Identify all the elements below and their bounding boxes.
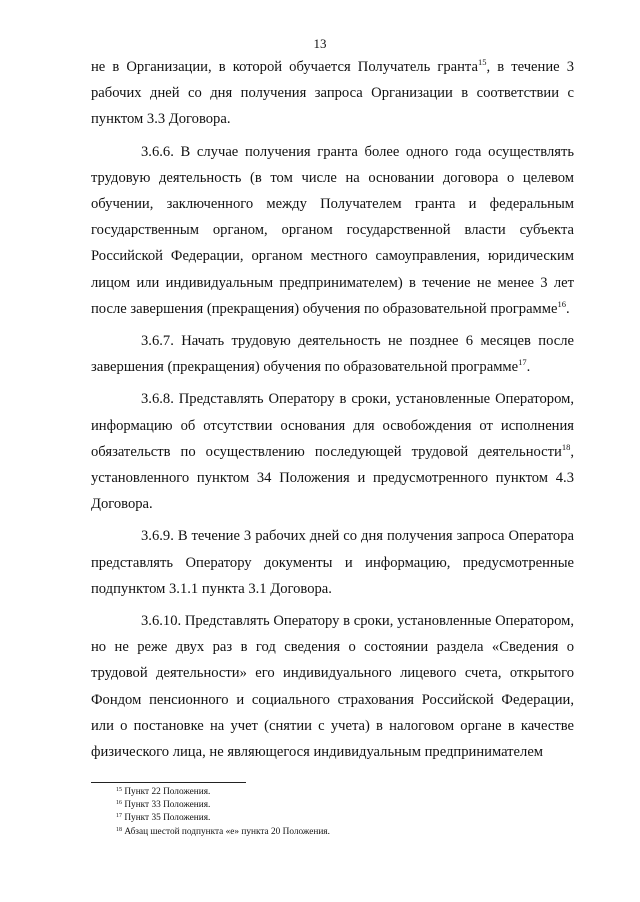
footnote-number: 15: [116, 787, 122, 793]
paragraph-3-6-7: [91, 328, 574, 380]
footnote-item: [116, 812, 556, 825]
footnote-item: [116, 786, 556, 799]
footnote-number: 16: [116, 800, 122, 807]
paragraph-text: .: [566, 300, 570, 317]
footnote-reference: 15: [477, 57, 487, 67]
paragraph-text: 3.6.6. В случае получения гранта более одного года осуществлять трудовую деятельность (в том числе на основании договора о целевом обучении, заключенного между Получателем гранта и федеральным государственным органом, органом государственной власти субъекта Российской Федерации, органом местного самоуправления, юридическим лицом или индивидуальным предпринимателем) в течение не менее 3 лет после завершения (прекращения) обучения по образовательной программе: [91, 143, 574, 317]
footnote-item: [116, 799, 556, 812]
page-number: 13: [313, 36, 327, 51]
footnote-divider: [91, 782, 246, 783]
body-text: [91, 54, 574, 765]
paragraph-3-6-6: [91, 139, 574, 322]
paragraph-3-6-10: [91, 608, 574, 765]
paragraph-text: .: [526, 359, 531, 376]
paragraph-text: 3.6.10. Представлять Оператору в сроки, установленные Оператором, но не реже двух раз в год сведения о состоянии раздела «Сведения о трудовой деятельности» его индивидуального лицевого счета, открытого Фондом пенсионного и социального страхования Российской Федерации, или о постановке на учет (снятии с учета) в налоговом органе в качестве физического лица, не являющегося индивидуальным предпринимателем: [91, 613, 574, 761]
footnote-text: Пункт 35 Положения.: [124, 813, 211, 824]
footnotes: [116, 786, 556, 839]
footnote-text: Пункт 22 Положения.: [124, 787, 211, 797]
footnote-reference: 16: [557, 298, 566, 309]
paragraph-text: 3.6.7. Начать трудовую деятельность не позднее 6 месяцев после завершения (прекращения) обучения по образовательной программе: [91, 333, 574, 376]
footnote-reference: 18: [561, 441, 571, 452]
paragraph-continuation: [91, 54, 574, 133]
footnote-reference: 17: [518, 357, 527, 368]
footnote-text: Абзац шестой подпункта «е» пункта 20 Положения.: [124, 826, 330, 837]
paragraph-3-6-8: [91, 386, 574, 517]
paragraph-text: 3.6.8. Представлять Оператору в сроки, установленные Оператором, информацию об отсутствии основания для освобождения от исполнения обязательств по осуществлению последующей трудовой деятельности: [91, 391, 574, 460]
paragraph-text: не в Организации, в которой обучается Получатель гранта: [91, 59, 478, 75]
footnote-number: 17: [116, 813, 122, 820]
footnote-number: 18: [116, 826, 122, 833]
paragraph-text: 3.6.9. В течение 3 рабочих дней со дня получения запроса Оператора представлять Оператору документы и информацию, предусмотренные подпунктом 3.1.1 пункта 3.1 Договора.: [91, 528, 574, 597]
paragraph-text: , в течение 3 рабочих дней со дня получения запроса Организации в соответствии с пунктом 3.3 Договора.: [91, 59, 575, 128]
footnote-text: Пункт 33 Положения.: [124, 800, 211, 811]
paragraph-text: , установленного пунктом 34 Положения и предусмотренного пунктом 4.3 Договора.: [91, 443, 574, 513]
footnote-item: [116, 826, 556, 839]
paragraph-3-6-9: [91, 523, 574, 602]
